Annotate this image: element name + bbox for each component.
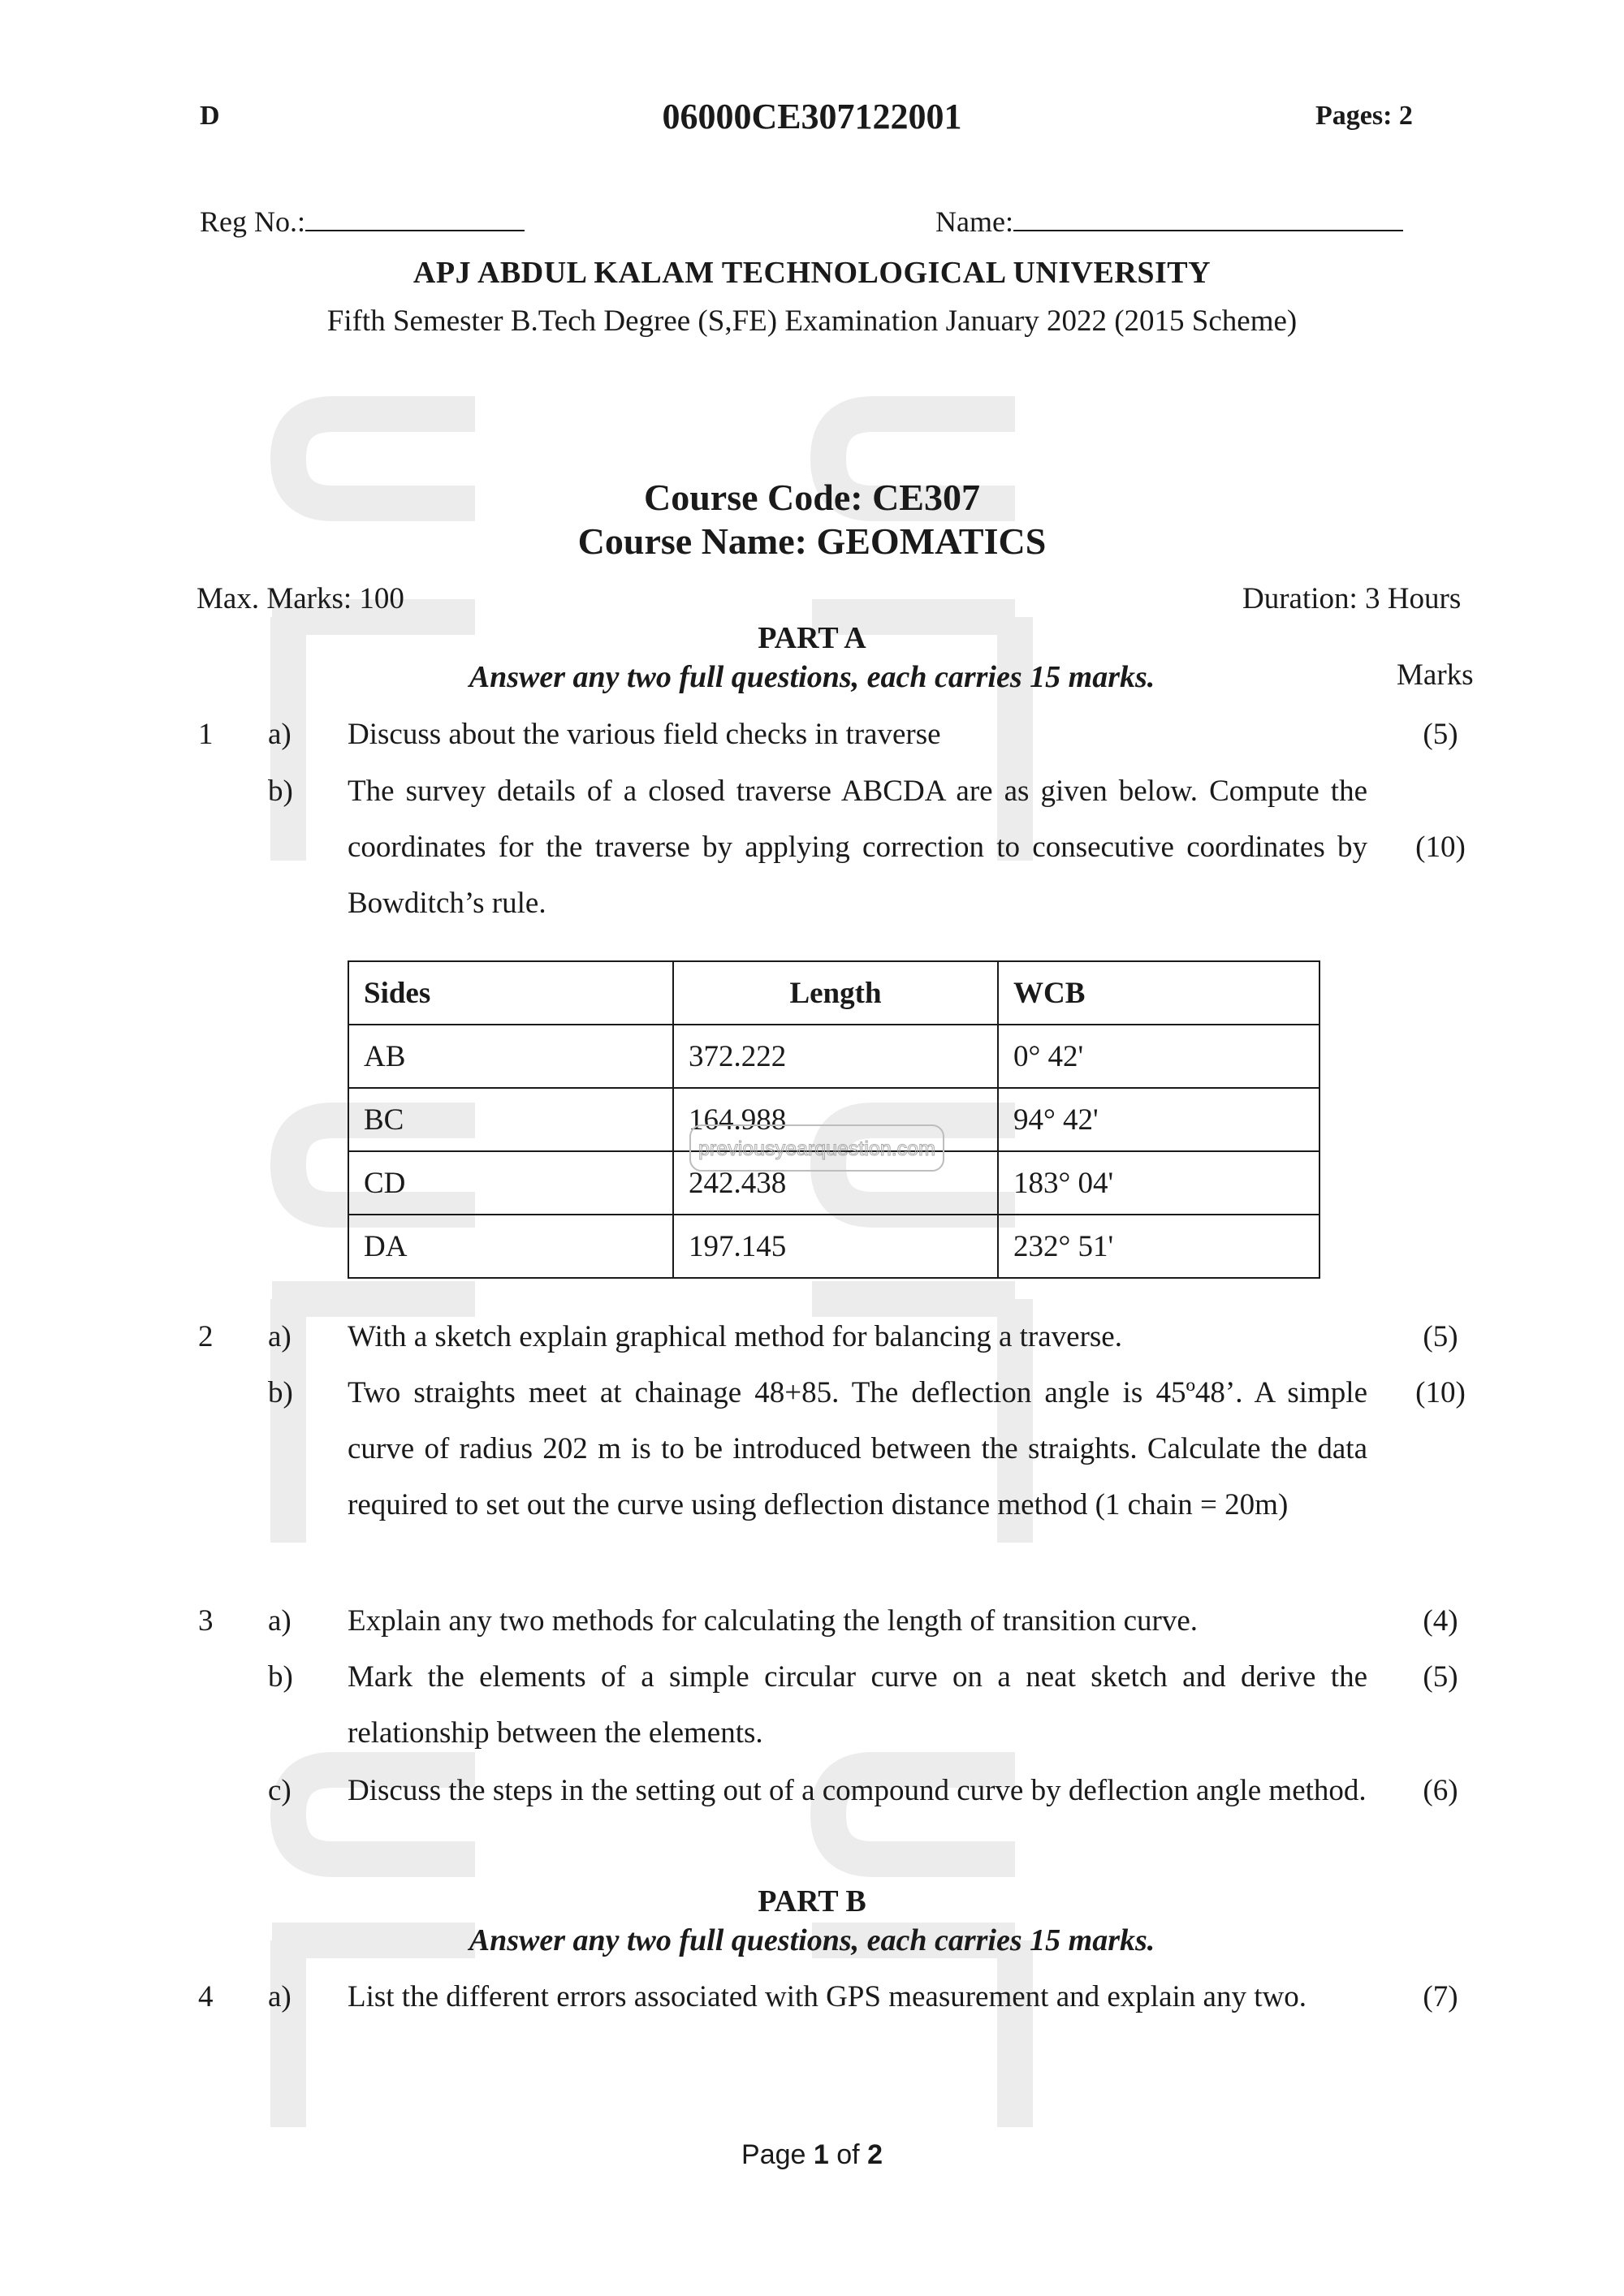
question-marks: (7) [1423, 1980, 1458, 2013]
question-part-letter: c) [268, 1774, 292, 1807]
paper-code: 06000CE307122001 [662, 97, 962, 136]
page-count: Pages: 2 [1315, 101, 1413, 131]
part-a-title: PART A [758, 621, 866, 655]
table-cell: BC [348, 1088, 673, 1151]
footer-of-word: of [836, 2139, 860, 2170]
table-cell: CD [348, 1151, 673, 1215]
table-cell: 183° 04' [998, 1151, 1320, 1215]
marks-column-header: Marks [1397, 658, 1474, 692]
question-number: 2 [198, 1320, 214, 1353]
table-header-cell: WCB [998, 961, 1320, 1025]
question-part-letter: a) [268, 1320, 292, 1353]
table-cell: DA [348, 1215, 673, 1278]
question-number: 1 [198, 718, 214, 751]
website-watermark-stamp [689, 1124, 945, 1172]
question-text: Discuss the steps in the setting out of a compound curve by deflection angle method. [348, 1774, 1367, 1807]
max-marks: Max. Marks: 100 [197, 582, 404, 615]
footer-current-page: 1 [813, 2139, 829, 2170]
table-cell: 164.988 [673, 1088, 998, 1151]
question-part-letter: a) [268, 1980, 292, 2013]
question-marks: (5) [1423, 718, 1458, 751]
footer-page-word: Page [741, 2139, 806, 2170]
table-cell: 242.438 [673, 1151, 998, 1215]
question-marks: (5) [1423, 1660, 1458, 1694]
duration: Duration: 3 Hours [1242, 582, 1462, 615]
part-b-instruction: Answer any two full questions, each carries 15 marks. [469, 1923, 1155, 1957]
question-text: The survey details of a closed traverse ABCDA are as given below. Compute the coordinates for the traverse by applying correction to consecutive coordinates by Bowditch’s rule. [348, 775, 1367, 920]
traverse-table [348, 960, 1320, 1279]
reg-no-blank [305, 205, 525, 231]
question-text: With a sketch explain graphical method for balancing a traverse. [348, 1320, 1122, 1353]
stamp-text: previousyearquestion.com [698, 1137, 935, 1160]
table-cell: 197.145 [673, 1215, 998, 1278]
question-number: 3 [198, 1604, 214, 1638]
question-text: Explain any two methods for calculating the length of transition curve. [348, 1604, 1199, 1638]
question-marks: (10) [1415, 831, 1466, 864]
name-blank [1013, 205, 1403, 231]
question-text: Two straights meet at chainage 48+85. The deflection angle is 45º48’. A simple curve of radius 202 m is to be introduced between the straights. Calculate the data required to set out the curve using deflection distance method (1 chain = 20m) [348, 1376, 1367, 1521]
question-number: 4 [198, 1980, 214, 2013]
table-row [348, 1025, 1320, 1088]
question-marks: (10) [1415, 1376, 1466, 1409]
table-cell: AB [348, 1025, 673, 1088]
table-cell: 372.222 [673, 1025, 998, 1088]
question-part-letter: b) [268, 775, 293, 808]
table-header-cell: Sides [348, 961, 673, 1025]
course-name: Course Name: GEOMATICS [577, 520, 1047, 562]
table-header-cell: Length [673, 961, 998, 1025]
question-marks: (4) [1423, 1604, 1458, 1638]
set-code: D [200, 101, 220, 131]
table-row [348, 1215, 1320, 1278]
reg-no-label: Reg No.: [200, 205, 305, 238]
university-name: APJ ABDUL KALAM TECHNOLOGICAL UNIVERSITY [412, 256, 1212, 290]
question-text: Discuss about the various field checks in traverse [348, 718, 941, 751]
question-text: List the different errors associated with GPS measurement and explain any two. [348, 1980, 1307, 2013]
table-cell: 232° 51' [998, 1215, 1320, 1278]
question-marks: (6) [1423, 1774, 1458, 1807]
part-b-title: PART B [758, 1884, 866, 1918]
part-a-instruction: Answer any two full questions, each carries 15 marks. [469, 660, 1155, 694]
table-cell: 94° 42' [998, 1088, 1320, 1151]
question-part-letter: a) [268, 718, 292, 751]
question-part-letter: b) [268, 1660, 293, 1694]
page-footer [0, 2139, 1624, 2171]
course-code: Course Code: CE307 [644, 477, 980, 518]
table-cell: 0° 42' [998, 1025, 1320, 1088]
reg-no-field [200, 205, 525, 239]
question-part-letter: b) [268, 1376, 293, 1409]
question-marks: (5) [1423, 1320, 1458, 1353]
name-label: Name: [935, 205, 1013, 238]
exam-title: Fifth Semester B.Tech Degree (S,FE) Examination January 2022 (2015 Scheme) [326, 304, 1298, 338]
footer-total-pages: 2 [867, 2139, 883, 2170]
table-header-row [348, 961, 1320, 1025]
question-text: Mark the elements of a simple circular curve on a neat sketch and derive the relationship between the elements. [348, 1660, 1367, 1750]
name-field [935, 205, 1403, 239]
question-part-letter: a) [268, 1604, 292, 1638]
